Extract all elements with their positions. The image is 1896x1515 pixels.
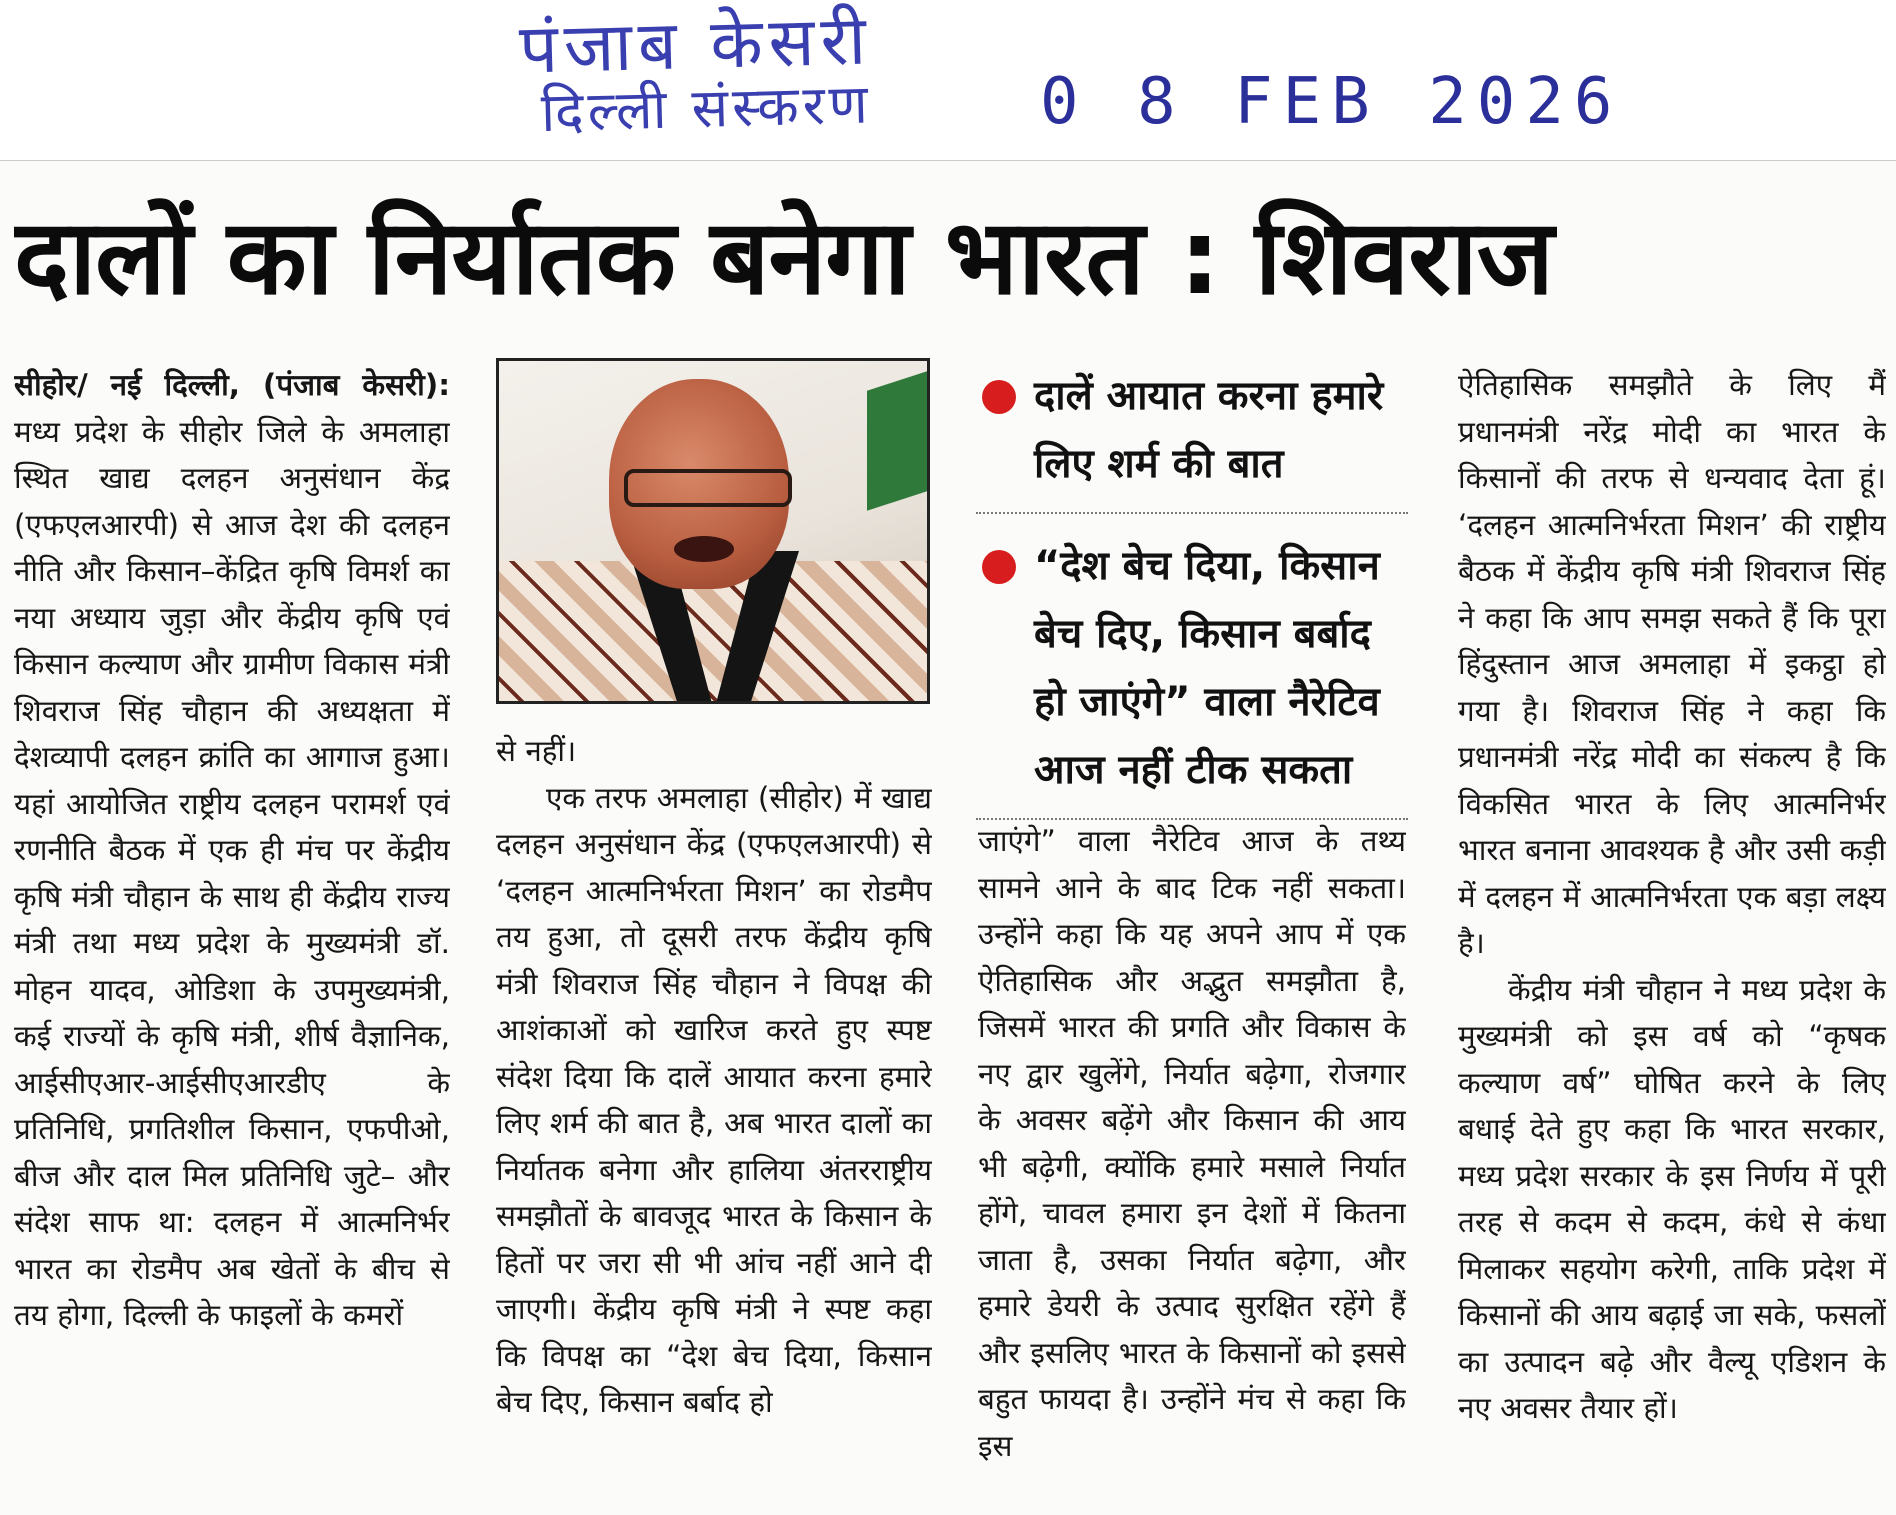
article-column-1 xyxy=(14,362,450,1510)
glasses-shape xyxy=(624,469,792,507)
edition-name: दिल्ली संस्करण xyxy=(540,72,873,145)
pullquote-item xyxy=(976,532,1408,820)
pullquote-text: “देश बेच दिया, किसान बेच दिए, किसान बर्बाद हो जाएंगे” वाला नैरेटिव आज नहीं टीक सकता xyxy=(1034,543,1380,793)
paper-name: पंजाब केसरी xyxy=(518,1,873,90)
article-column-2 xyxy=(496,728,932,1508)
newspaper-stamp xyxy=(518,1,874,145)
dateline: सीहोर/ नई दिल्ली, (पंजाब केसरी): xyxy=(14,368,450,402)
mouth-shape xyxy=(674,536,734,562)
article-column-4 xyxy=(1458,362,1886,1510)
column-2-para-2: एक तरफ अमलाहा (सीहोर) में खाद्य दलहन अनुसंधान केंद्र (एफएलआरपी) से ‘दलहन आत्मनिर्भरता मिशन’ का रोडमैप तय हुआ, तो दूसरी तरफ केंद्रीय कृषि मंत्री शिवराज सिंह चौहान ने विपक्ष की आशंकाओं को खारिज करते हुए स्पष्ट संदेश दिया कि दालें आयात करना हमारे लिए शर्म की बात है, अब भारत दालों का निर्यातक बनेगा और हालिया अंतरराष्ट्रीय समझौतों के बावजूद भारत के किसान के हितों पर जरा सी भी आंच नहीं आने दी जाएगी। केंद्रीय कृषि मंत्री ने स्पष्ट कहा कि विपक्ष का “देश बेच दिया, किसान बेच दिए, किसान बर्बाद हो xyxy=(496,780,932,1419)
portrait-photo xyxy=(496,358,930,704)
article-column-3 xyxy=(978,818,1406,1508)
date-stamp: 0 8 FEB 2026 xyxy=(1040,65,1623,139)
pullquote-text: दालें आयात करना हमारे लिए शर्म की बात xyxy=(1034,373,1384,487)
article-headline: दालों का निर्यातक बनेगा भारत : शिवराज xyxy=(14,196,1553,318)
column-3-text: जाएंगे” वाला नैरेटिव आज के तथ्य सामने आने के बाद टिक नहीं सकता। उन्होंने कहा कि यह अपने आप में एक ऐतिहासिक और अद्भुत समझौता है, जिसमें भारत की प्रगति और विकास के नए द्वार खुलेंगे, निर्यात बढ़ेगा, रोजगार के अवसर बढ़ेंगे और किसान की आय भी बढ़ेगी, क्योंकि हमारे मसाले निर्यात होंगे, चावल हमारा इन देशों में कितना जाता है, उसका निर्यात बढ़ेगा, और हमारे डेयरी के उत्पाद सुरक्षित रहेंगे हैं और इसलिए भारत के किसानों को इससे बहुत फायदा है। उन्होंने मंच से कहा कि इस xyxy=(978,824,1406,1463)
column-4-para-2: केंद्रीय मंत्री चौहान ने मध्य प्रदेश के मुख्यमंत्री को इस वर्ष को “कृषक कल्याण वर्ष” घोषित करने के लिए बधाई देते हुए कहा कि भारत सरकार, मध्य प्रदेश सरकार के इस निर्णय में पूरी तरह से कदम से कदम, कंधे से कंधा मिलाकर सहयोग करेगी, ताकि प्रदेश में किसानों की आय बढ़ाई जा सके, फसलों का उत्पादन बढ़े और वैल्यू एडिशन के नए अवसर तैयार हों। xyxy=(1458,972,1886,1425)
bullet-dot-icon xyxy=(982,380,1016,414)
column-4-para-1: ऐतिहासिक समझौते के लिए मैं प्रधानमंत्री नरेंद्र मोदी का भारत के किसानों की तरफ से धन्यवाद देता हूं। ‘दलहन आत्मनिर्भरता मिशन’ की राष्ट्रीय बैठक में केंद्रीय कृषि मंत्री शिवराज सिंह ने कहा कि आप समझ सकते हैं कि पूरा हिंदुस्तान आज अमलाहा में इकट्ठा हो गया है। शिवराज सिंह ने कहा कि प्रधानमंत्री नरेंद्र मोदी का संकल्प है कि विकसित भारत के लिए आत्मनिर्भर भारत बनाना आवश्यक है और उसी कड़ी में दलहन में आत्मनिर्भरता एक बड़ा लक्ष्य है। xyxy=(1458,368,1886,960)
pullquote-item xyxy=(976,362,1408,514)
bullet-dot-icon xyxy=(982,550,1016,584)
flag-shape xyxy=(867,371,927,510)
pullquote-box xyxy=(976,362,1408,838)
column-1-text: मध्य प्रदेश के सीहोर जिले के अमलाहा स्थित खाद्य दलहन अनुसंधान केंद्र (एफएलआरपी) से आज देश की दलहन नीति और किसान–केंद्रित कृषि विमर्श का नया अध्याय जुड़ा और केंद्रीय कृषि एवं किसान कल्याण और ग्रामीण विकास मंत्री शिवराज सिंह चौहान की अध्यक्षता में देशव्यापी दलहन क्रांति का आगाज हुआ। यहां आयोजित राष्ट्रीय दलहन परामर्श एवं रणनीति बैठक में एक ही मंच पर केंद्रीय कृषि मंत्री चौहान के साथ ही केंद्रीय राज्य मंत्री तथा मध्य प्रदेश के मुख्यमंत्री डॉ. मोहन यादव, ओडिशा के उपमुख्यमंत्री, कई राज्यों के कृषि मंत्री, शीर्ष वैज्ञानिक, आईसीएआर-आईसीएआरडीए के प्रतिनिधि, प्रगतिशील किसान, एफपीओ, बीज और दाल मिल प्रतिनिधि जुटे– और संदेश साफ था: दलहन में आत्मनिर्भर भारत का रोडमैप अब खेतों के बीच से तय होगा, दिल्ली के फाइलों के कमरों xyxy=(14,414,450,1332)
column-2-para-1: से नहीं। xyxy=(496,734,577,768)
